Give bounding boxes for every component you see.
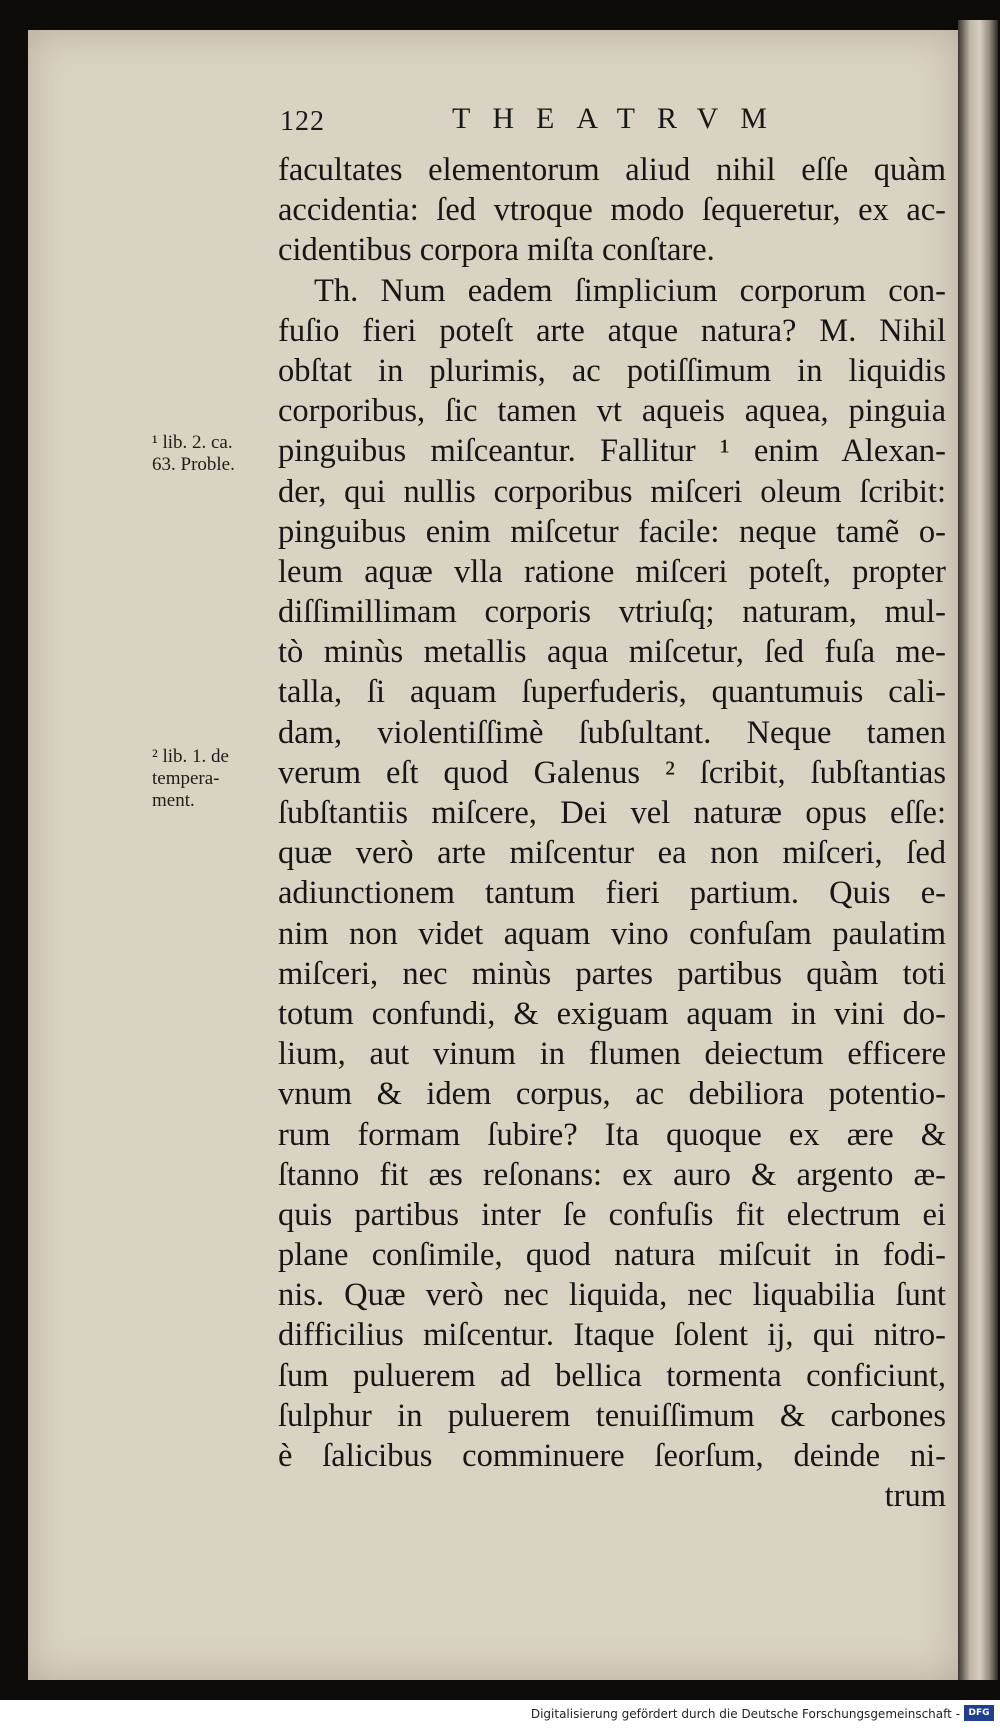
text-line: diſſimillimam corporis vtriuſq; naturam, mul- [278,594,946,631]
margin-note-1 [152,432,277,476]
text-line: leum aquæ vlla ratione miſceri poteſt, propter [278,553,946,590]
text-line: nis. Quæ verò nec liquida, nec liquabilia ſunt [278,1277,946,1314]
text-line: verum eſt quod Galenus ² ſcribit, ſubſtantias [278,754,946,791]
text-line: corporibus, ſic tamen vt aqueis aquea, pinguia [278,393,946,430]
margin-note-line: 63. Proble. [152,454,235,475]
margin-note-line: ² lib. 1. de [152,746,229,767]
text-line: quis partibus inter ſe confuſis fit electrum ei [278,1196,946,1233]
text-line: vnum & idem corpus, ac debiliora potentio- [278,1076,946,1113]
text-line: miſceri, nec minùs partes partibus quàm toti [278,955,946,992]
text-line: dam, violentiſſimè ſubſultant. Neque tamen [278,714,946,751]
funding-notice: Digitalisierung gefördert durch die Deutsche Forschungsgemeinschaft - [530,1707,960,1721]
text-line: cidentibus corpora miſta conſtare. [278,232,715,269]
text-line: pinguibus enim miſcetur facile: neque tamẽ o- [278,513,946,550]
text-line: ſtanno fit æs reſonans: ex auro & argento æ- [278,1156,946,1193]
text-line: nim non videt aquam vino confuſam paulatim [278,915,946,952]
margin-note-line: ment. [152,790,195,811]
text-line: accidentia: ſed vtroque modo ſequeretur, ex ac- [278,192,946,229]
text-line: adiunctionem tantum fieri partium. Quis e- [278,875,946,912]
text-line: fuſio fieri poteſt arte atque natura? M. Nihil [278,312,946,349]
running-title: THEATRVM [452,102,789,135]
text-line: difficilius miſcentur. Itaque ſolent ij, qui nitro- [278,1317,946,1354]
text-line: ſulphur in puluerem tenuiſſimum & carbones [278,1397,946,1434]
text-line: tò minùs metallis aqua miſcetur, ſed fuſa me- [278,634,946,671]
text-line: Th. Num eadem ſimplicium corporum con- [314,272,946,309]
text-line: facultates elementorum aliud nihil eſſe quàm [278,152,946,188]
text-line: quæ verò arte miſcentur ea non miſceri, ſed [278,835,946,872]
text-line: rum formam ſubire? Ita quoque ex ære & [278,1116,946,1153]
footer-bar [0,1700,1000,1728]
text-line: è ſalicibus comminuere ſeorſum, deinde ni- [278,1438,946,1474]
page-number: 122 [280,106,325,137]
margin-note-line: ¹ lib. 2. ca. [152,432,233,453]
margin-note-2 [152,746,277,812]
text-line: totum confundi, & exiguam aquam in vini do- [278,995,946,1032]
text-line: ſubſtantiis miſcere, Dei vel naturæ opus eſſe: [278,795,946,831]
dfg-logo-icon: DFG [964,1705,994,1721]
text-line: pinguibus miſceantur. Fallitur ¹ enim Alexan- [278,433,946,470]
text-line: plane conſimile, quod natura miſcuit in fodi- [278,1237,946,1274]
book-page-edge [958,20,998,1680]
text-line: obſtat in plurimis, ac potiſſimum in liquidis [278,352,946,389]
text-line: der, qui nullis corporibus miſceri oleum ſcribit: [278,473,946,510]
margin-note-line: tempera- [152,768,220,789]
page-header [280,102,980,142]
body-text [278,150,946,1516]
catchword: trum [884,1478,946,1515]
text-line: ſum puluerem ad bellica tormenta conficiunt, [278,1357,946,1394]
text-line: lium, aut vinum in flumen deiectum efficere [278,1036,946,1073]
text-line: talla, ſi aquam ſuperfuderis, quantumuis cali- [278,674,946,711]
